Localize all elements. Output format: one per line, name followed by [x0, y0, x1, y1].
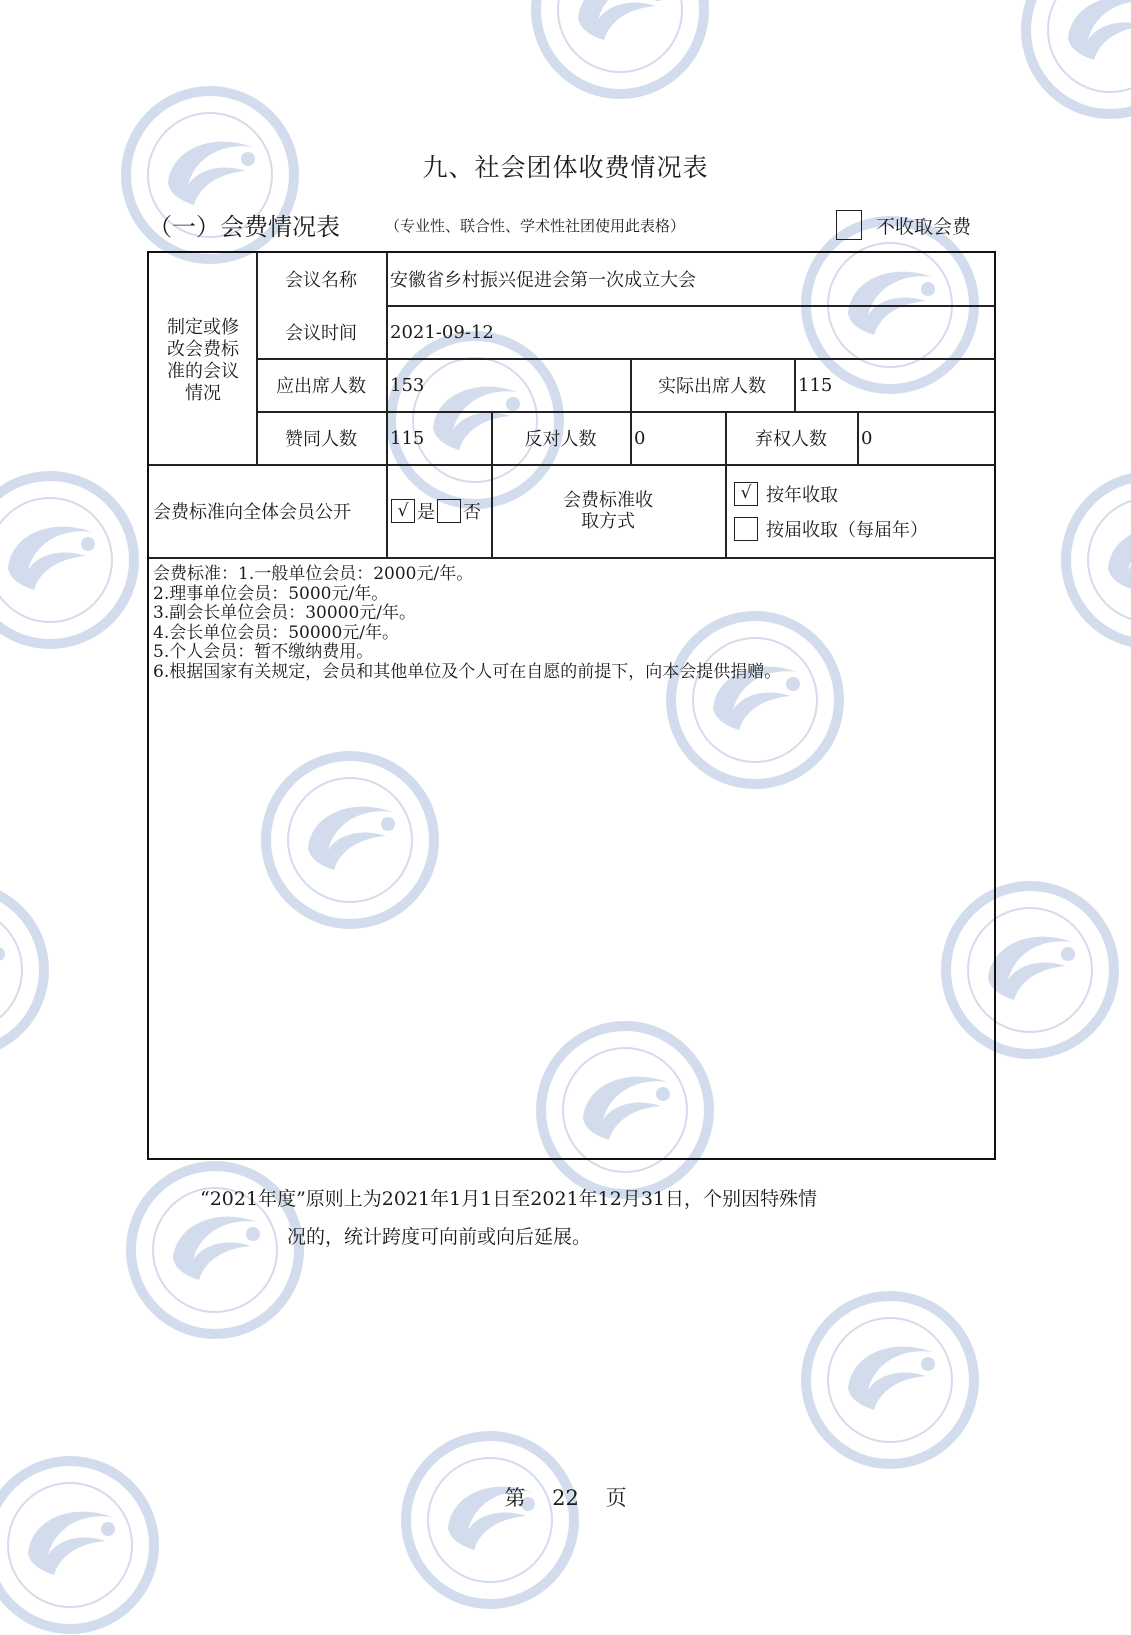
no-fee-option[interactable] [836, 210, 971, 240]
footnote-line-2: 况的，统计跨度可向前或向后延展。 [287, 1226, 592, 1248]
oppose-count-label: 反对人数 [524, 429, 597, 450]
section-note: （专业性、联合性、学术性社团使用此表格） [385, 217, 686, 235]
disclosure-yes-checkbox[interactable]: √ [391, 499, 415, 523]
fee-standard-line: 2.理事单位会员：5000元/年。 [153, 583, 389, 604]
fee-standard-line: 6.根据国家有关规定，会员和其他单位及个人可在自愿的前提下，向本会提供捐赠。 [153, 661, 782, 682]
fee-standard-line: 5.个人会员：暂不缴纳费用。 [153, 642, 374, 662]
actual-attendance-value: 115 [798, 374, 833, 396]
section-title: （一）会费情况表 [148, 213, 340, 241]
fee-standard-line: 4.会长单位会员：50000元/年。 [153, 622, 400, 643]
fee-method-options [725, 465, 995, 557]
fee-standards-text [153, 565, 933, 682]
disclosure-no-checkbox[interactable] [437, 499, 461, 523]
meeting-name-value: 安徽省乡村振兴促进会第一次成立大会 [390, 270, 696, 291]
page-number [0, 1482, 1131, 1512]
disclosure-label: 会费标准向全体会员公开 [153, 502, 351, 523]
approve-count-label: 赞同人数 [285, 429, 357, 450]
per-year-option[interactable] [734, 481, 838, 507]
per-term-checkbox[interactable] [734, 517, 758, 541]
page-prefix: 第 [504, 1486, 526, 1510]
meeting-time-label: 会议时间 [285, 323, 357, 344]
fee-standard-line: 会费标准：1.一般单位会员：2000元/年。 [153, 564, 474, 584]
abstain-count-value: 0 [861, 427, 873, 449]
oppose-count-value: 0 [634, 427, 646, 449]
per-term-option[interactable] [734, 516, 928, 542]
fee-standard-line: 3.副会长单位会员：30000元/年。 [153, 603, 417, 623]
per-term-label: 按届收取（每届年） [766, 519, 928, 541]
page-suffix: 页 [605, 1486, 627, 1510]
disclosure-no-label: 否 [463, 502, 481, 523]
actual-attendance-label: 实际出席人数 [658, 376, 766, 397]
fee-method-label: 会费标准收取方式 [563, 490, 653, 532]
per-year-label: 按年收取 [766, 484, 838, 506]
expected-attendance-value: 153 [390, 374, 425, 396]
watermark-seal-icon [800, 1290, 980, 1470]
expected-attendance-label: 应出席人数 [276, 376, 366, 397]
no-fee-checkbox[interactable] [836, 210, 862, 240]
meeting-time-value: 2021-09-12 [390, 321, 494, 343]
watermark-seal-icon [1020, 0, 1131, 120]
no-fee-label: 不收取会费 [876, 215, 972, 238]
approve-count-value: 115 [390, 427, 425, 449]
per-year-checkbox[interactable]: √ [734, 482, 758, 506]
fee-form-table [147, 251, 996, 1160]
watermark-seal-icon [530, 0, 710, 100]
page-number-value: 22 [552, 1486, 579, 1510]
footnote [200, 1180, 817, 1256]
meeting-group-label: 制定或修改会费标准的会议情况 [167, 317, 239, 404]
abstain-count-label: 弃权人数 [755, 429, 827, 450]
watermark-seal-icon [0, 470, 140, 650]
page-title: 九、社会团体收费情况表 [422, 153, 709, 182]
footnote-line-1: “2021年度”原则上为2021年1月1日至2021年12月31日，个别因特殊情 [200, 1188, 818, 1210]
watermark-seal-icon [400, 1430, 580, 1610]
disclosure-options [386, 465, 491, 557]
watermark-seal-icon [0, 880, 50, 1060]
meeting-name-label: 会议名称 [285, 270, 357, 291]
watermark-seal-icon [1060, 470, 1131, 650]
disclosure-yes-label: 是 [417, 502, 435, 523]
